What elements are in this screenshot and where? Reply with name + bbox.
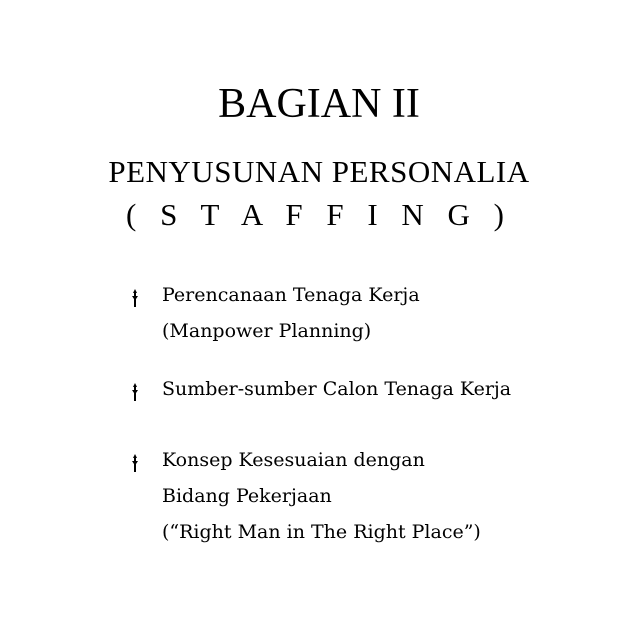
bullet-text: Sumber-sumber Calon Tenaga Kerja bbox=[162, 378, 512, 400]
slide-subtitle: PENYUSUNAN PERSONALIA bbox=[108, 154, 530, 189]
bullet-text: (Manpower Planning) bbox=[162, 320, 372, 342]
torch-bullet-icon bbox=[131, 454, 139, 472]
torch-bullet-icon bbox=[131, 289, 139, 307]
bullet-text: Perencanaan Tenaga Kerja bbox=[162, 284, 420, 306]
slide-title: BAGIAN II bbox=[218, 81, 420, 127]
slide-subtitle-staffing: ( S T A F F I N G ) bbox=[126, 197, 512, 232]
bullet-text: Konsep Kesesuaian dengan bbox=[162, 449, 425, 471]
bullet-text: Bidang Pekerjaan bbox=[162, 485, 332, 507]
torch-bullet-icon bbox=[131, 383, 139, 401]
bullet-text: (“Right Man in The Right Place”) bbox=[162, 521, 481, 543]
